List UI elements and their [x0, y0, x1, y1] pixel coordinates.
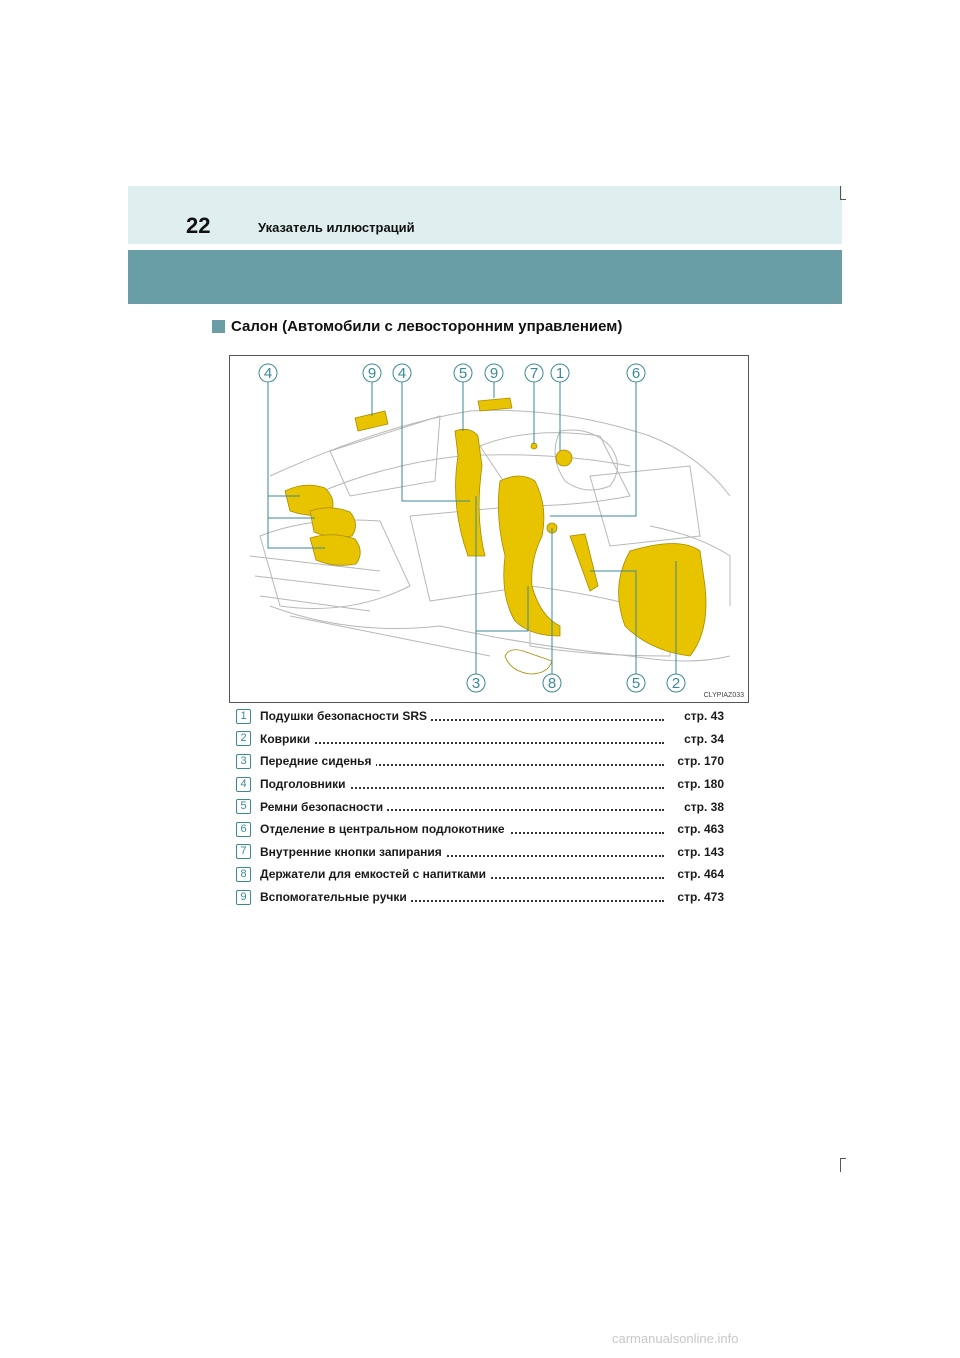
page-reference: стр. 463	[673, 822, 724, 836]
highlighted-parts	[285, 398, 706, 674]
figure-code: CLYPIAZ033	[703, 692, 744, 699]
page-reference: стр. 143	[673, 845, 724, 859]
list-item	[236, 841, 724, 864]
list-item	[236, 705, 724, 728]
svg-text:4: 4	[397, 365, 407, 382]
legend-number: 1	[236, 709, 251, 724]
legend-label: Отделение в центральном подлокотнике	[260, 822, 509, 836]
dot-leader	[260, 732, 664, 744]
svg-text:1: 1	[555, 365, 565, 382]
callout-9	[363, 364, 381, 382]
watermark: carmanualsonline.info	[612, 1331, 739, 1346]
svg-text:2: 2	[671, 675, 681, 692]
svg-text:5: 5	[631, 675, 641, 692]
legend-number: 2	[236, 731, 251, 746]
legend-label: Держатели для емкостей с напитками	[260, 867, 490, 881]
callout-5	[454, 364, 472, 382]
callout-4	[259, 364, 277, 382]
page-reference: стр. 180	[673, 777, 724, 791]
list-item	[236, 728, 724, 751]
list-item	[236, 795, 724, 818]
page-reference: стр. 464	[673, 867, 724, 881]
list-item	[236, 750, 724, 773]
legend-label: Подушки безопасности SRS	[260, 709, 431, 723]
callout-3	[467, 674, 485, 692]
svg-text:3: 3	[471, 675, 481, 692]
crop-mark-bottom	[840, 1158, 841, 1172]
legend-number: 6	[236, 822, 251, 837]
crop-mark-top	[840, 186, 841, 200]
legend-label: Коврики	[260, 732, 314, 746]
legend-label: Внутренние кнопки запирания	[260, 845, 446, 859]
legend-label: Ремни безопасности	[260, 800, 387, 814]
callout-9	[485, 364, 503, 382]
legend-number: 7	[236, 844, 251, 859]
svg-text:9: 9	[489, 365, 499, 382]
page-number: 22	[186, 213, 211, 238]
legend-list	[236, 705, 724, 908]
page-reference: стр. 170	[673, 754, 724, 768]
legend-number: 9	[236, 890, 251, 905]
legend-number: 4	[236, 777, 251, 792]
svg-text:5: 5	[458, 365, 468, 382]
header-top-band	[128, 186, 842, 244]
section-title: Указатель иллюстраций	[258, 220, 415, 235]
callout-2	[667, 674, 685, 692]
legend-label: Подголовники	[260, 777, 349, 791]
subheading-text: Салон (Автомобили с левосторонним управлением)	[231, 318, 623, 335]
legend-number: 3	[236, 754, 251, 769]
svg-text:7: 7	[529, 365, 539, 382]
svg-text:6: 6	[631, 365, 641, 382]
list-item	[236, 863, 724, 886]
list-item	[236, 886, 724, 909]
legend-label: Передние сиденья	[260, 754, 376, 768]
subheading	[212, 318, 622, 335]
list-item	[236, 773, 724, 796]
callout-1	[551, 364, 569, 382]
page-reference: стр. 43	[680, 709, 724, 723]
legend-label: Вспомогательные ручки	[260, 890, 411, 904]
svg-text:8: 8	[547, 675, 557, 692]
svg-text:4: 4	[263, 365, 273, 382]
page-reference: стр. 473	[673, 890, 724, 904]
callout-8	[543, 674, 561, 692]
callout-4	[393, 364, 411, 382]
callout-7	[525, 364, 543, 382]
legend-number: 8	[236, 867, 251, 882]
interior-illustration	[229, 355, 749, 703]
page-reference: стр. 38	[680, 800, 724, 814]
header-band	[128, 250, 842, 304]
callout-6	[627, 364, 645, 382]
legend-number: 5	[236, 799, 251, 814]
callout-5	[627, 674, 645, 692]
svg-text:9: 9	[367, 365, 377, 382]
list-item	[236, 818, 724, 841]
interior-drawing	[230, 356, 748, 702]
square-bullet-icon	[212, 320, 225, 333]
page-reference: стр. 34	[680, 732, 724, 746]
